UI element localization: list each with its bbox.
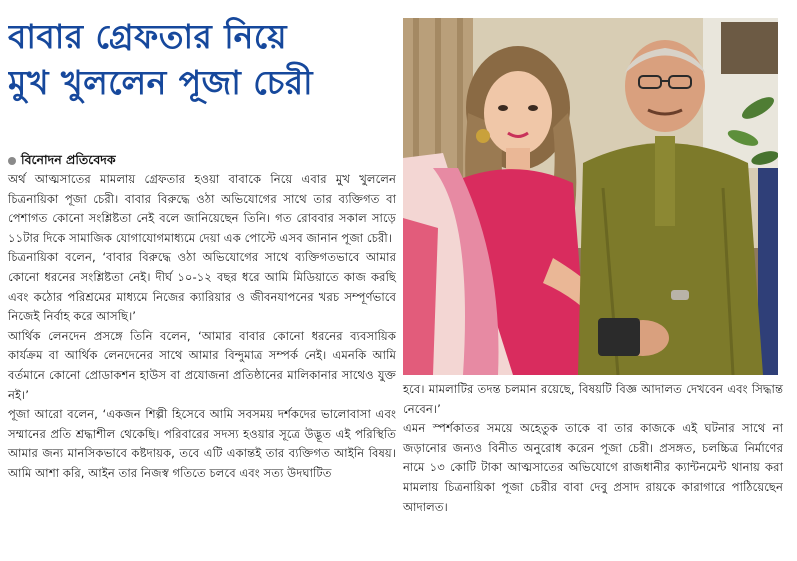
article-paragraph: চিত্রনায়িকা বলেন, ‘বাবার বিরুদ্ধে ওঠা অভিযোগের সাথে ব্যক্তিগতভাবে আমার কোনো ধরনের সংশ্লিষ্টতা নেই। দীর্ঘ ১০-১২ বছর ধরে আমি মিডিয়াতে কাজ করছি এবং কঠোর পরিশ্রমের মাধ্যমে নিজের ক্যারিয়ার ও জীবনযাপনের খরচ সম্পূর্ণভাবে নিজেই নির্বাহ করে আসছি।’ [8,250,396,324]
byline-text: বিনোদন প্রতিবেদক [21,152,116,167]
article-paragraph: এমন স্পর্শকাতর সময়ে অহেতুক তাকে বা তার কাজকে এই ঘটনার সাথে না জড়ানোর জন্যও বিনীত অনুরোধ করেন পূজা চেরী। প্রসঙ্গত, চলচ্চিত্র নির্মাণের নামে ১৩ কোটি টাকা আত্মসাতের অভিযোগে রাজধানীর ক্যান্টনমেন্ট থানায় করা মামলায় চিত্রনায়িকা পূজা চেরীর বাবা দেবু প্রসাদ রায়কে কারাগারে পাঠিয়েছেন আদালত। [403,421,783,514]
article-paragraph: অর্থ আত্মসাতের মামলায় গ্রেফতার হওয়া বাবাকে নিয়ে এবার মুখ খুললেন চিত্রনায়িকা পূজা চেরী। বাবার বিরুদ্ধে ওঠা অভিযোগের সাথে তার ব্যক্তিগত বা পেশাগত কোনো সংশ্লিষ্টতা নেই বলে জানিয়েছেন তিনি। গত রোববার সকাল সাড়ে ১১টার দিকে সামাজিক যোগাযোগমাধ্যমে দেয়া এক পোস্টে এসব জানান পূজা চেরী। [8,172,396,245]
byline [8,152,116,172]
article-paragraph: হবে। মামলাটির তদন্ত চলমান রয়েছে, বিষয়টি বিজ্ঞ আদালত দেখবেন এবং সিদ্ধান্ত নেবেন।’ [403,382,783,416]
headline [8,14,393,106]
article-paragraph: আর্থিক লেনদেন প্রসঙ্গে তিনি বলেন, ‘আমার বাবার কোনো ধরনের ব্যবসায়িক কার্যক্রম বা আর্থিক লেনদেনের সাথে আমার বিন্দুমাত্র সম্পর্ক নেই। এমনকি আমি বর্তমানে কোনো প্রোডাকশন হাউস বা প্রযোজনা প্রতিষ্ঠানের মালিকানার সাথেও যুক্ত নই।’ [8,328,396,402]
photo-illustration [403,18,778,375]
headline-line-2: মুখ খুললেন পূজা চেরী [8,63,314,102]
news-photo [403,18,778,375]
bullet-icon [8,157,16,165]
article-column-left [8,170,396,484]
article-column-right [403,380,783,517]
article-paragraph: পূজা আরো বলেন, ‘একজন শিল্পী হিসেবে আমি সবসময় দর্শকদের ভালোবাসা এবং সম্মানের প্রতি শ্রদ্ধাশীল থেকেছি। পরিবারের সদস্য হওয়ার সূত্রে উদ্ভূত এই পরিস্থিতি আমার জন্য মানসিকভাবে কষ্টদায়ক, তবে এটি একান্তই তার ব্যক্তিগত আইনি বিষয়। আমি আশা করি, আইন তার নিজস্ব গতিতে চলবে এবং সত্য উদঘাটিত [8,407,396,480]
headline-line-1: বাবার গ্রেফতার নিয়ে [8,17,288,56]
